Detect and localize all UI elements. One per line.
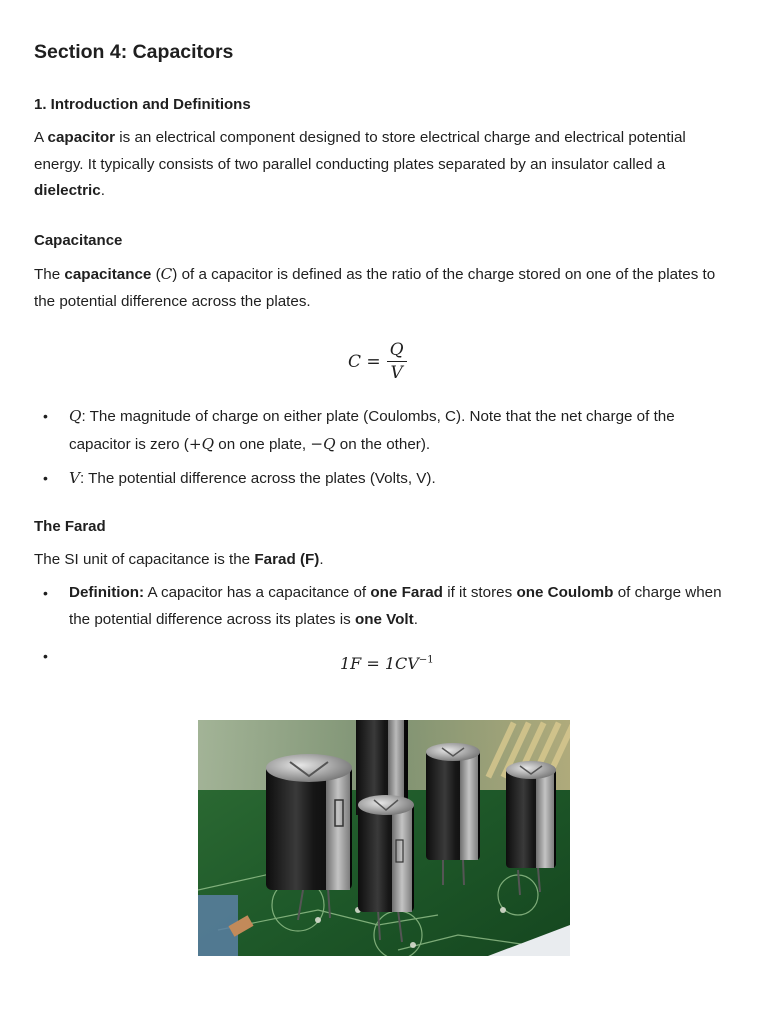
capacitance-paragraph: The capacitance (C) of a capacitor is defined as the ratio of the charge stored on one of the plates to the potential difference across the plates. xyxy=(34,265,716,310)
symbol-c: C xyxy=(160,265,173,283)
list-item-v: • V: The potential difference across the plates (Volts, V). xyxy=(34,465,734,493)
capacitance-heading: Capacitance xyxy=(34,232,123,249)
capacitance-bullet-list xyxy=(34,403,734,500)
term-capacitance: capacitance xyxy=(64,266,152,283)
section-title: Section 4: Capacitors xyxy=(34,41,234,63)
formula-lhs: C = xyxy=(348,351,381,372)
list-item-definition: • Definition: A capacitor has a capacitance of one Farad if it stores one Coulomb of charge when the potential difference across its plates is one Volt. xyxy=(34,580,734,633)
formula-numerator: Q xyxy=(387,340,407,362)
capacitors-photo xyxy=(198,720,570,956)
formula-denominator: V xyxy=(390,363,403,383)
farad-formula: $1F = 1CV^{-1}$ xyxy=(340,654,434,673)
intro-heading: 1. Introduction and Definitions xyxy=(34,96,251,113)
farad-heading: The Farad xyxy=(34,518,106,535)
formula-fraction xyxy=(387,340,407,383)
term-dielectric: dielectric xyxy=(34,182,101,199)
intro-paragraph: A capacitor is an electrical component designed to store electrical charge and electrical potential energy. It typically consists of two parallel conducting plates separated by an insulator called a dielectric. xyxy=(34,129,686,199)
farad-paragraph: The SI unit of capacitance is the Farad (F). xyxy=(34,551,324,568)
list-item-q: • Q: The magnitude of charge on either plate (Coulombs, C). Note that the net charge of the capacitor is zero (+Q on one plate, −Q on the other). xyxy=(34,403,734,458)
term-farad: Farad (F) xyxy=(254,551,320,568)
capacitors-photo-illustration xyxy=(198,720,570,956)
capacitance-formula xyxy=(348,340,407,383)
term-capacitor: capacitor xyxy=(47,129,116,146)
